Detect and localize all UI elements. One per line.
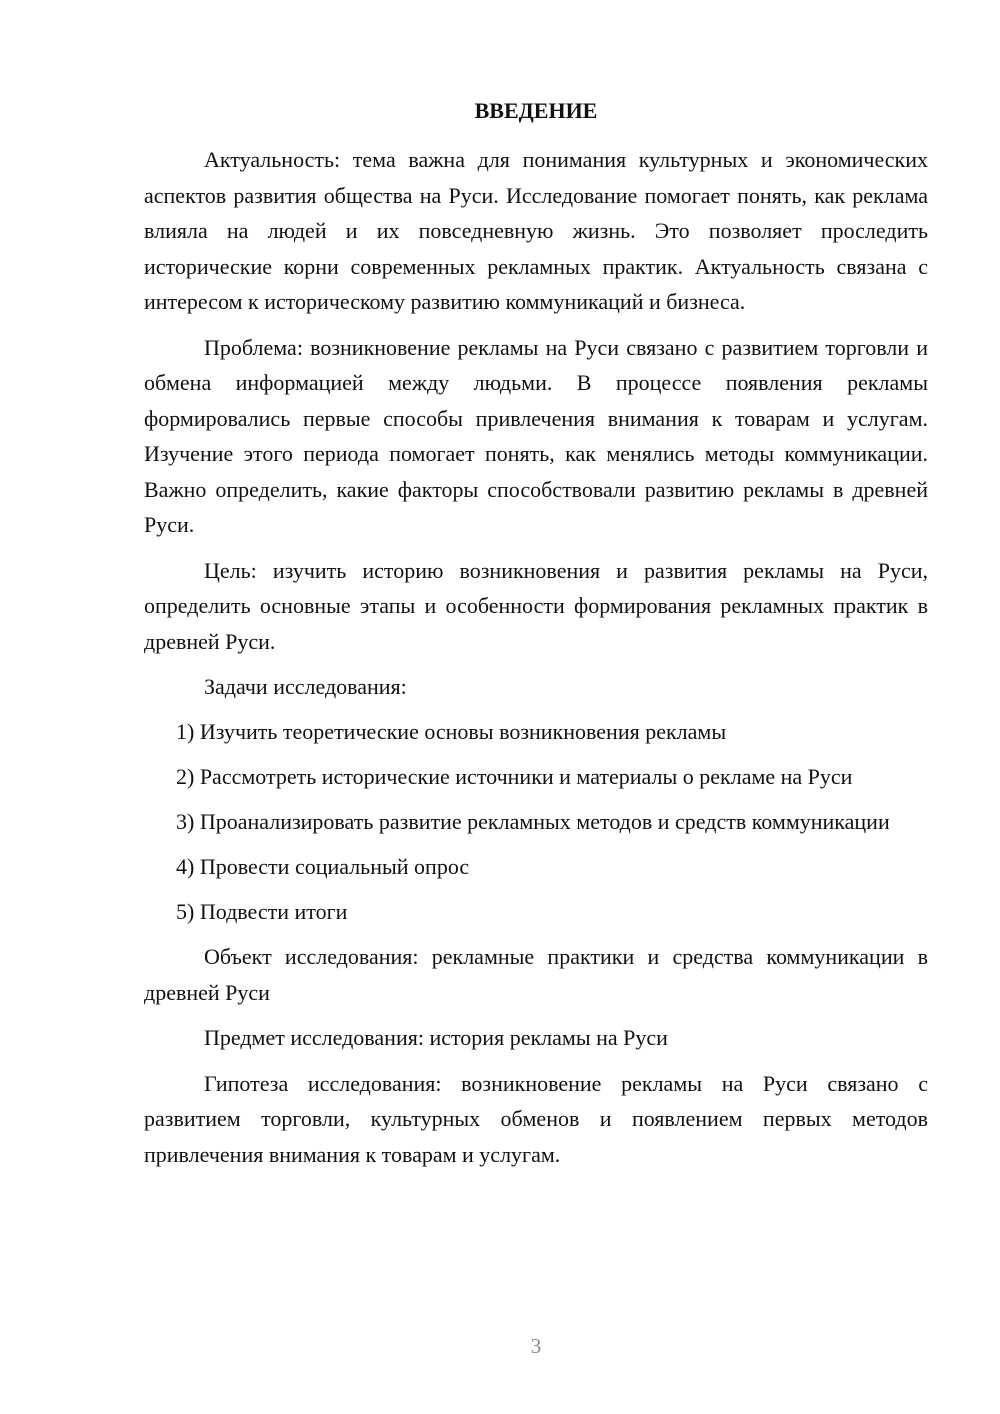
goal-paragraph: Цель: изучить историю возникновения и развития рекламы на Руси, определить основные этапы и особенности формирования рекламных практик в древней Руси. (144, 557, 928, 654)
page-number: 3 (530, 1334, 542, 1358)
hypothesis-paragraph: Гипотеза исследования: возникновение рекламы на Руси связано с развитием торговли, культурных обменов и появлением первых методов привлечения внимания к товарам и услугам. (144, 1070, 928, 1167)
problem-paragraph: Проблема: возникновение рекламы на Руси связано с развитием торговли и обмена информацией между людьми. В процессе появления рекламы формировались первые способы привлечения внимания к товарам и услугам. Изучение этого периода помогает понять, как менялись методы коммуникации. Важно определить, какие факторы способствовали развитию рекламы в древней Руси. (144, 334, 928, 537)
subject-paragraph: Предмет исследования: история рекламы на Руси (204, 1025, 668, 1050)
object-paragraph: Объект исследования: рекламные практики и средства коммуникации в древней Руси (144, 944, 928, 1005)
tasks-heading: Задачи исследования: (204, 674, 407, 699)
task-item: 2) Рассмотреть исторические источники и материалы о рекламе на Руси (176, 764, 853, 789)
section-title: ВВЕДЕНИЕ (474, 98, 598, 123)
page-content (144, 96, 928, 1182)
task-item: 3) Проанализировать развитие рекламных методов и средств коммуникации (176, 809, 890, 834)
task-item: 4) Провести социальный опрос (176, 854, 470, 879)
task-item: 1) Изучить теоретические основы возникновения рекламы (176, 719, 727, 744)
task-item: 5) Подвести итоги (176, 899, 348, 924)
relevance-paragraph: Актуальность: тема важна для понимания культурных и экономических аспектов развития общества на Руси. Исследование помогает понять, как реклама влияла на людей и их повседневную жизнь. Это позволяет проследить исторические корни современных рекламных практик. Актуальность связана с интересом к историческому развитию коммуникаций и бизнеса. (144, 147, 928, 314)
